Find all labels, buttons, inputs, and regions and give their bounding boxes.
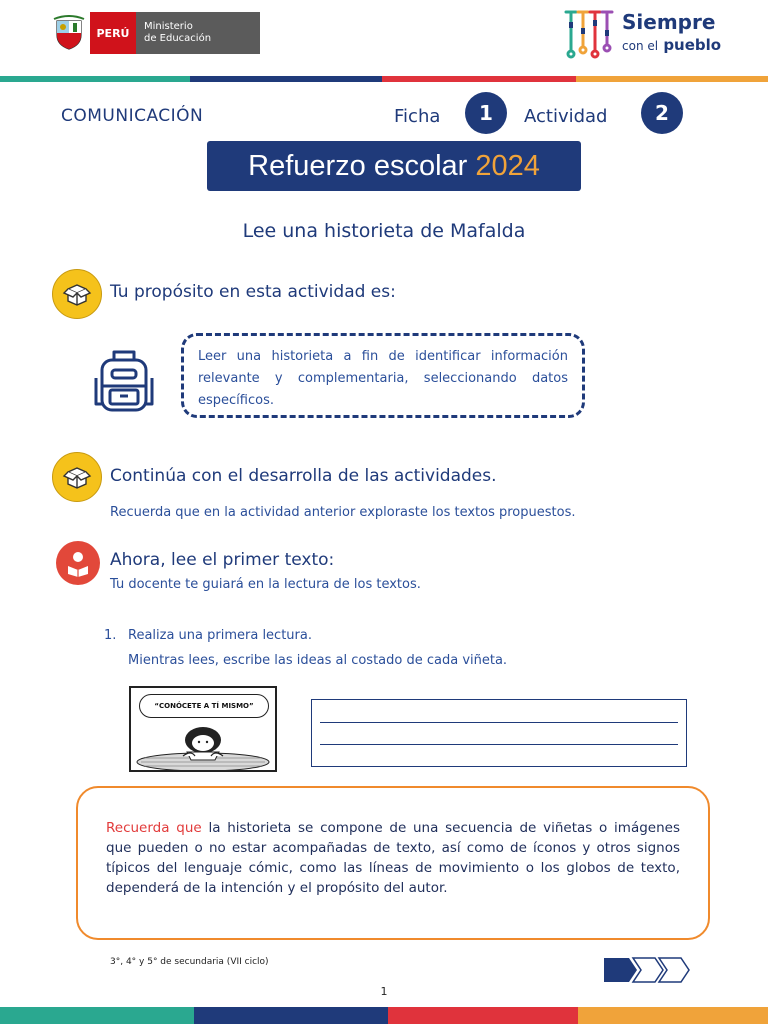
campaign-line2	[622, 36, 721, 54]
stripe-orange	[576, 76, 768, 82]
notes-box[interactable]	[311, 699, 687, 767]
reader-icon	[56, 541, 100, 585]
campaign-logo	[562, 6, 732, 66]
stripe-blue	[194, 1007, 388, 1024]
ficha-number-badge: 1	[465, 92, 507, 134]
top-color-stripe	[0, 76, 768, 82]
bottom-color-stripe	[0, 1007, 768, 1024]
reminder-box	[76, 786, 710, 940]
reminder-text	[106, 818, 680, 898]
reminder-body: la historieta se compone de una secuencia de viñetas o imágenes que pueden o no estar acompañadas de texto, así como de íconos y otros signos típicos del lenguaje cómic, como las líneas de movimiento o los globos de texto, dependerá de la intención y el propósito del autor.	[106, 820, 681, 896]
read-heading: Ahora, lee el primer texto:	[110, 550, 335, 570]
mafalda-drawing-icon	[131, 716, 275, 772]
step-number: 1.	[104, 628, 117, 643]
continue-text: Recuerda que en la actividad anterior exploraste los textos propuestos.	[110, 505, 576, 520]
purpose-box	[181, 333, 585, 418]
stripe-orange	[578, 1007, 768, 1024]
stripe-red	[382, 76, 576, 82]
ficha-label: Ficha	[394, 106, 441, 127]
banner-text: Refuerzo escolar	[248, 149, 468, 182]
continue-heading: Continúa con el desarrolla de las actividades.	[110, 466, 497, 486]
comic-panel	[129, 686, 277, 772]
campaign-figures-icon	[562, 6, 618, 62]
read-text: Tu docente te guiará en la lectura de los textos.	[110, 577, 421, 592]
subject-label: COMUNICACIÓN	[61, 106, 204, 126]
note-line	[320, 722, 678, 723]
step-line1: Realiza una primera lectura.	[128, 628, 312, 643]
ministry-line1: Ministerio	[144, 21, 193, 32]
minedu-logo	[48, 12, 260, 54]
box-icon	[52, 452, 102, 502]
backpack-icon	[92, 348, 156, 418]
chevron-arrows-icon	[603, 956, 699, 984]
campaign-line2-small: con el	[622, 39, 659, 53]
coat-of-arms-icon	[48, 12, 90, 54]
stripe-blue	[190, 76, 382, 82]
campaign-line1: Siempre	[622, 10, 716, 34]
peru-label: PERÚ	[90, 12, 136, 54]
banner-year: 2024	[475, 149, 540, 182]
box-icon	[52, 269, 102, 319]
actividad-label: Actividad	[524, 106, 608, 127]
reminder-lead: Recuerda que	[106, 820, 202, 836]
purpose-heading: Tu propósito en esta actividad es:	[110, 282, 396, 302]
campaign-line2-big: pueblo	[663, 36, 722, 54]
page-number: 1	[380, 985, 388, 998]
stripe-green	[0, 1007, 194, 1024]
ministry-line2: de Educación	[144, 33, 212, 44]
lesson-title: Lee una historieta de Mafalda	[242, 220, 526, 242]
footer-grade: 3°, 4° y 5° de secundaria (VII ciclo)	[110, 957, 269, 967]
stripe-green	[0, 76, 190, 82]
note-line	[320, 744, 678, 745]
stripe-red	[388, 1007, 578, 1024]
comic-speech-bubble: “CONÓCETE A TÍ MISMO”	[139, 694, 269, 718]
step-line2: Mientras lees, escribe las ideas al costado de cada viñeta.	[128, 653, 508, 668]
refuerzo-banner	[207, 141, 581, 191]
actividad-number-badge: 2	[641, 92, 683, 134]
ministry-label	[136, 12, 260, 54]
purpose-text: Leer una historieta a fin de identificar información relevante y complementaria, seleccionando datos específicos.	[198, 349, 568, 408]
